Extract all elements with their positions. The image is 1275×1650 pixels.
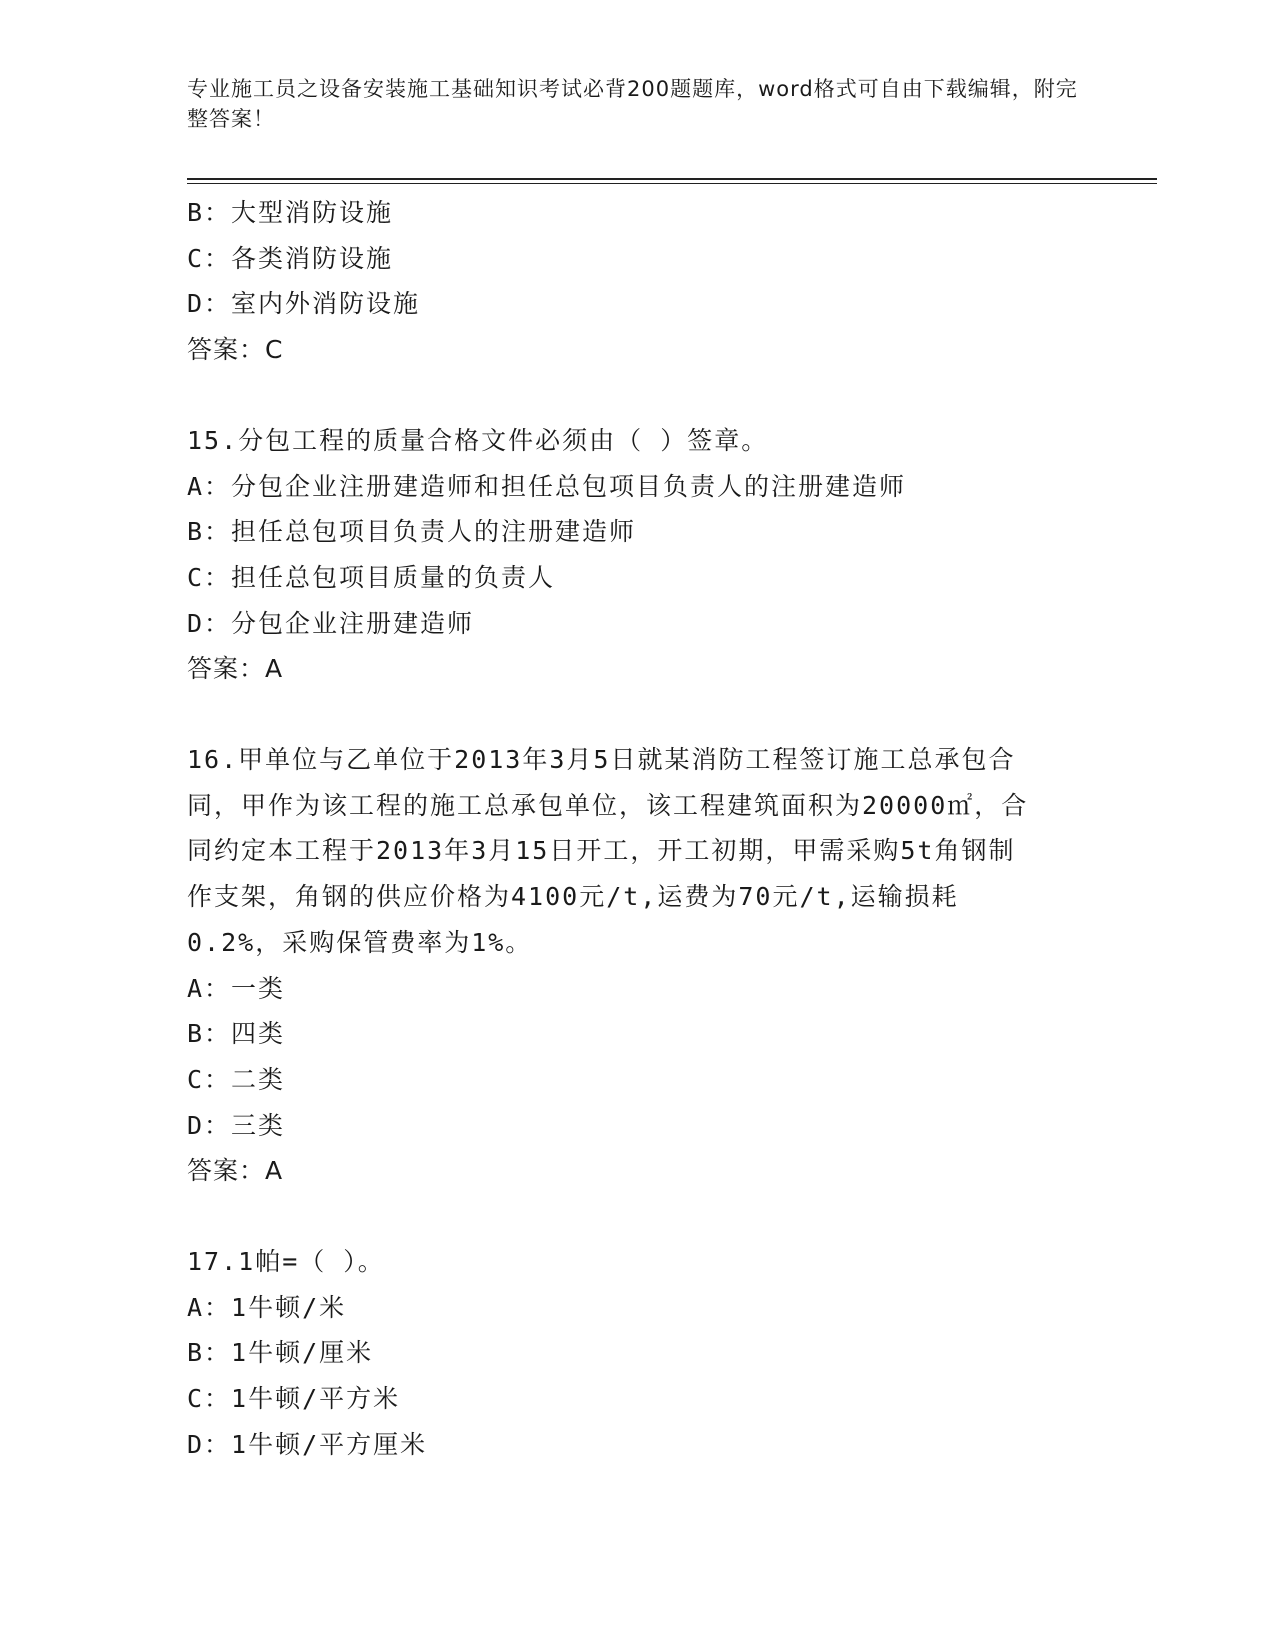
option-c: C：担任总包项目质量的负责人 — [187, 562, 556, 592]
question-stem: 17.1帕=（ ）。 — [187, 1247, 385, 1277]
question-stem: 16.甲单位与乙单位于2013年3月5日就某消防工程签订施工总承包合同，甲作为该工程的施工总承包单位，该工程建筑面积为20000㎡，合同约定本工程于2013年3月15日开工，开工初期，甲需采购5t角钢制作支架，角钢的供应价格为4100元/t,运费为70元/t,运输损耗0.2%，采购保管费率为1%。 — [187, 745, 1029, 957]
option-b: B：担任总包项目负责人的注册建造师 — [187, 517, 637, 547]
option-c: C：1牛顿/平方米 — [187, 1384, 401, 1414]
question-14-tail — [187, 190, 1087, 373]
option-a: A：1牛顿/米 — [187, 1292, 347, 1322]
answer: 答案：A — [187, 654, 284, 684]
question-16 — [187, 737, 1087, 1194]
option-d: D：三类 — [187, 1110, 286, 1140]
option-b: B：大型消防设施 — [187, 198, 394, 227]
header-divider-thick — [187, 178, 1157, 180]
option-b: B：四类 — [187, 1019, 286, 1049]
option-a: A：分包企业注册建造师和担任总包项目负责人的注册建造师 — [187, 471, 907, 501]
question-stem: 15.分包工程的质量合格文件必须由（ ）签章。 — [187, 425, 769, 455]
option-d: D：1牛顿/平方厘米 — [187, 1429, 428, 1459]
answer: 答案：A — [187, 1156, 284, 1186]
option-a: A：一类 — [187, 973, 286, 1003]
option-c: C：二类 — [187, 1064, 286, 1094]
option-d: D：分包企业注册建造师 — [187, 608, 475, 638]
question-15 — [187, 418, 1087, 692]
question-17 — [187, 1239, 1087, 1468]
question-list — [187, 190, 1087, 1468]
answer: 答案：C — [187, 335, 284, 365]
option-b: B：1牛顿/厘米 — [187, 1338, 374, 1368]
header-divider-thin — [187, 183, 1157, 184]
option-d: D：室内外消防设施 — [187, 289, 421, 319]
document-header: 专业施工员之设备安装施工基础知识考试必背200题题库，word格式可自由下载编辑，附完整答案！ — [187, 77, 1078, 131]
option-c: C：各类消防设施 — [187, 243, 394, 273]
